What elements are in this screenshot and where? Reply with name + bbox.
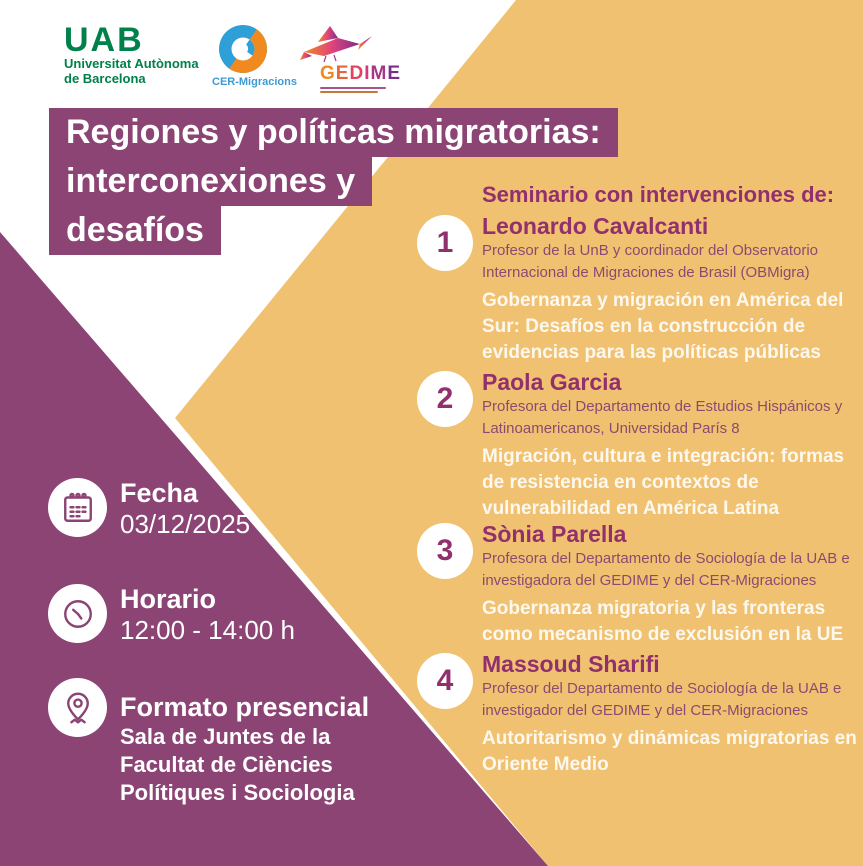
speaker-talk-title-line: vulnerabilidad en América Latina bbox=[482, 498, 780, 519]
speaker-item-3 bbox=[410, 521, 860, 648]
uab-logo-acronym: UAB bbox=[64, 21, 144, 59]
calendar-icon bbox=[48, 478, 107, 537]
speaker-talk-title-line: de resistencia en contextos de bbox=[482, 472, 759, 493]
speaker-affiliation-line: Profesor de la UnB y coordinador del Observatorio bbox=[482, 242, 819, 259]
speaker-number-badge: 3 bbox=[417, 523, 473, 579]
uab-logo-name-line2: de Barcelona bbox=[64, 71, 146, 86]
speaker-talk-title-line: Sur: Desafíos en la construcción de bbox=[482, 316, 806, 337]
speaker-number-badge: 4 bbox=[417, 653, 473, 709]
speaker-talk-title-line: Autoritarismo y dinámicas migratorias en bbox=[482, 728, 857, 749]
speaker-name: Paola Garcia bbox=[482, 369, 622, 395]
gedime-logo bbox=[300, 26, 401, 93]
detail-formato bbox=[48, 678, 388, 807]
clock-icon bbox=[48, 584, 107, 643]
gedime-subtext-line bbox=[320, 91, 378, 93]
detail-value-line: Polítiques i Sociologia bbox=[120, 780, 355, 805]
cer-migracions-label: CER-Migracions bbox=[212, 76, 297, 88]
speaker-affiliation-line: investigadora del GEDIME y del CER-Migraciones bbox=[482, 572, 817, 589]
speaker-item-2 bbox=[410, 369, 860, 522]
speaker-talk-title bbox=[482, 444, 860, 522]
speaker-affiliation-line: Profesora del Departamento de Estudios Hispánicos y bbox=[482, 398, 843, 415]
detail-label: Formato presencial bbox=[120, 692, 370, 722]
speaker-affiliation-line: investigador del GEDIME y del CER-Migraciones bbox=[482, 702, 808, 719]
speaker-name: Sònia Parella bbox=[482, 521, 627, 547]
title-line-1: Regiones y políticas migratorias: bbox=[49, 108, 618, 157]
speaker-affiliation-line: Latinoamericanos, Universidad París 8 bbox=[482, 420, 740, 437]
speaker-talk-title-line: evidencias para las políticas públicas bbox=[482, 342, 821, 363]
speaker-talk-title-line: Oriente Medio bbox=[482, 754, 609, 775]
speaker-talk-title-line: como mecanismo de exclusión en la UE bbox=[482, 624, 844, 645]
speaker-name: Massoud Sharifi bbox=[482, 651, 660, 677]
gedime-subtext-line bbox=[320, 87, 386, 89]
speaker-name: Leonardo Cavalcanti bbox=[482, 213, 709, 239]
uab-logo-name-line1: Universitat Autònoma bbox=[64, 56, 199, 71]
uab-logo bbox=[64, 21, 199, 86]
speaker-talk-title-line: Gobernanza migratoria y las fronteras bbox=[482, 598, 826, 619]
gedime-bird-icon bbox=[300, 26, 401, 64]
speaker-talk-title bbox=[482, 726, 860, 778]
location-pin-icon bbox=[48, 678, 107, 737]
title-line-2: interconexiones y bbox=[49, 157, 372, 206]
detail-value: 03/12/2025 bbox=[120, 509, 251, 539]
speaker-talk-title-line: Gobernanza y migración en América del bbox=[482, 290, 844, 311]
speaker-affiliation-line: Internacional de Migraciones de Brasil (OBMigra) bbox=[482, 264, 810, 281]
gedime-label: GEDIME bbox=[320, 63, 401, 84]
detail-value: 12:00 - 14:00 h bbox=[120, 615, 295, 645]
speaker-item-1 bbox=[410, 213, 860, 366]
detail-value-line: Sala de Juntes de la bbox=[120, 724, 331, 749]
detail-horario bbox=[48, 584, 388, 645]
speaker-talk-title bbox=[482, 596, 860, 648]
detail-value-line: Facultat de Ciències bbox=[120, 752, 333, 777]
detail-label: Fecha bbox=[120, 478, 199, 508]
speaker-talk-title bbox=[482, 288, 860, 366]
detail-label: Horario bbox=[120, 584, 217, 614]
detail-fecha bbox=[48, 478, 388, 539]
speaker-affiliation-line: Profesor del Departamento de Sociología de la UAB e bbox=[482, 680, 842, 697]
title-line-3: desafíos bbox=[49, 206, 221, 255]
speaker-number-badge: 1 bbox=[417, 215, 473, 271]
cer-migracions-logo bbox=[212, 24, 297, 88]
speaker-talk-title-line: Migración, cultura e integración: formas bbox=[482, 446, 845, 467]
seminar-heading: Seminario con intervenciones de: bbox=[482, 182, 835, 207]
speaker-affiliation-line: Profesora del Departamento de Sociología de la UAB e bbox=[482, 550, 850, 567]
speaker-item-4 bbox=[410, 651, 860, 778]
speaker-number-badge: 2 bbox=[417, 371, 473, 427]
cer-migracions-swirl-icon bbox=[212, 24, 274, 74]
